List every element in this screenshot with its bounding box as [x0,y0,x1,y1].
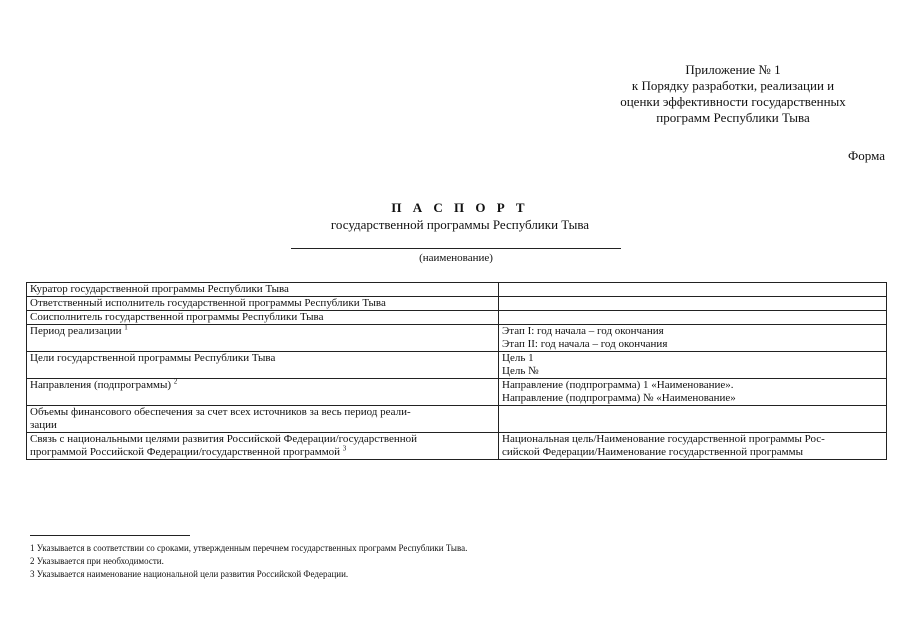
row-value: Национальная цель/Наименование государственной программы Рос- сийской Федерации/Наименование государственной программы [499,433,887,460]
table-row [27,379,887,406]
passport-table [26,282,887,460]
page-subtitle: государственной программы Республики Тыва [330,217,590,232]
footnote: 1 Указывается в соответствии со сроками, утвержденным перечнем государственных программ Республики Тыва. [30,543,468,553]
row-label: Направления (подпрограммы) $^2$ [27,379,499,406]
row-label: Цели государственной программы Республики Тыва [27,352,499,379]
row-value: Этап I: год начала – год окончания Этап II: год начала – год окончания [499,325,887,352]
table-row [27,406,887,433]
footnote: 3 Указывается наименование национальной цели развития Российской Федерации. [30,569,349,579]
row-label: Связь с национальными целями развития Российской Федерации/государственной программой Российской Федерации/государственной программой $^3$ [27,433,499,460]
footnote-marker: 3 [342,444,347,453]
row-label: Период реализации $^1$ [27,325,499,352]
appendix-line: Приложение № 1 [685,62,781,77]
table-row [27,433,887,460]
row-value [499,406,887,433]
row-value [499,297,887,311]
table-row [27,283,887,297]
row-value: Цель 1 Цель № [499,352,887,379]
appendix-line: к Порядку разработки, реализации и [631,78,835,93]
appendix-header [590,62,876,126]
row-label: Ответственный исполнитель государственной программы Республики Тыва [27,297,499,311]
footnotes [30,542,467,581]
name-caption: (наименование) [419,252,493,264]
footnote-separator [30,535,190,536]
name-underline [291,248,621,249]
footnote-marker: 1 [124,323,128,332]
row-value [499,311,887,325]
appendix-line: программ Республики Тыва [656,110,810,125]
table-row [27,297,887,311]
table-row [27,325,887,352]
table-row [27,311,887,325]
row-label: Соисполнитель государственной программы Республики Тыва [27,311,499,325]
footnote: 2 Указывается при необходимости. [30,556,164,566]
row-label: Объемы финансового обеспечения за счет всех источников за весь период реали- зации [27,406,499,433]
row-value: Направление (подпрограмма) 1 «Наименование». Направление (подпрограмма) № «Наименование» [499,379,887,406]
table-row [27,352,887,379]
page-title: П А С П О Р Т [391,200,529,215]
appendix-line: оценки эффективности государственных [620,94,846,109]
footnote-marker: 2 [173,377,178,386]
row-label: Куратор государственной программы Республики Тыва [27,283,499,297]
row-value [499,283,887,297]
form-label: Форма [848,148,885,163]
